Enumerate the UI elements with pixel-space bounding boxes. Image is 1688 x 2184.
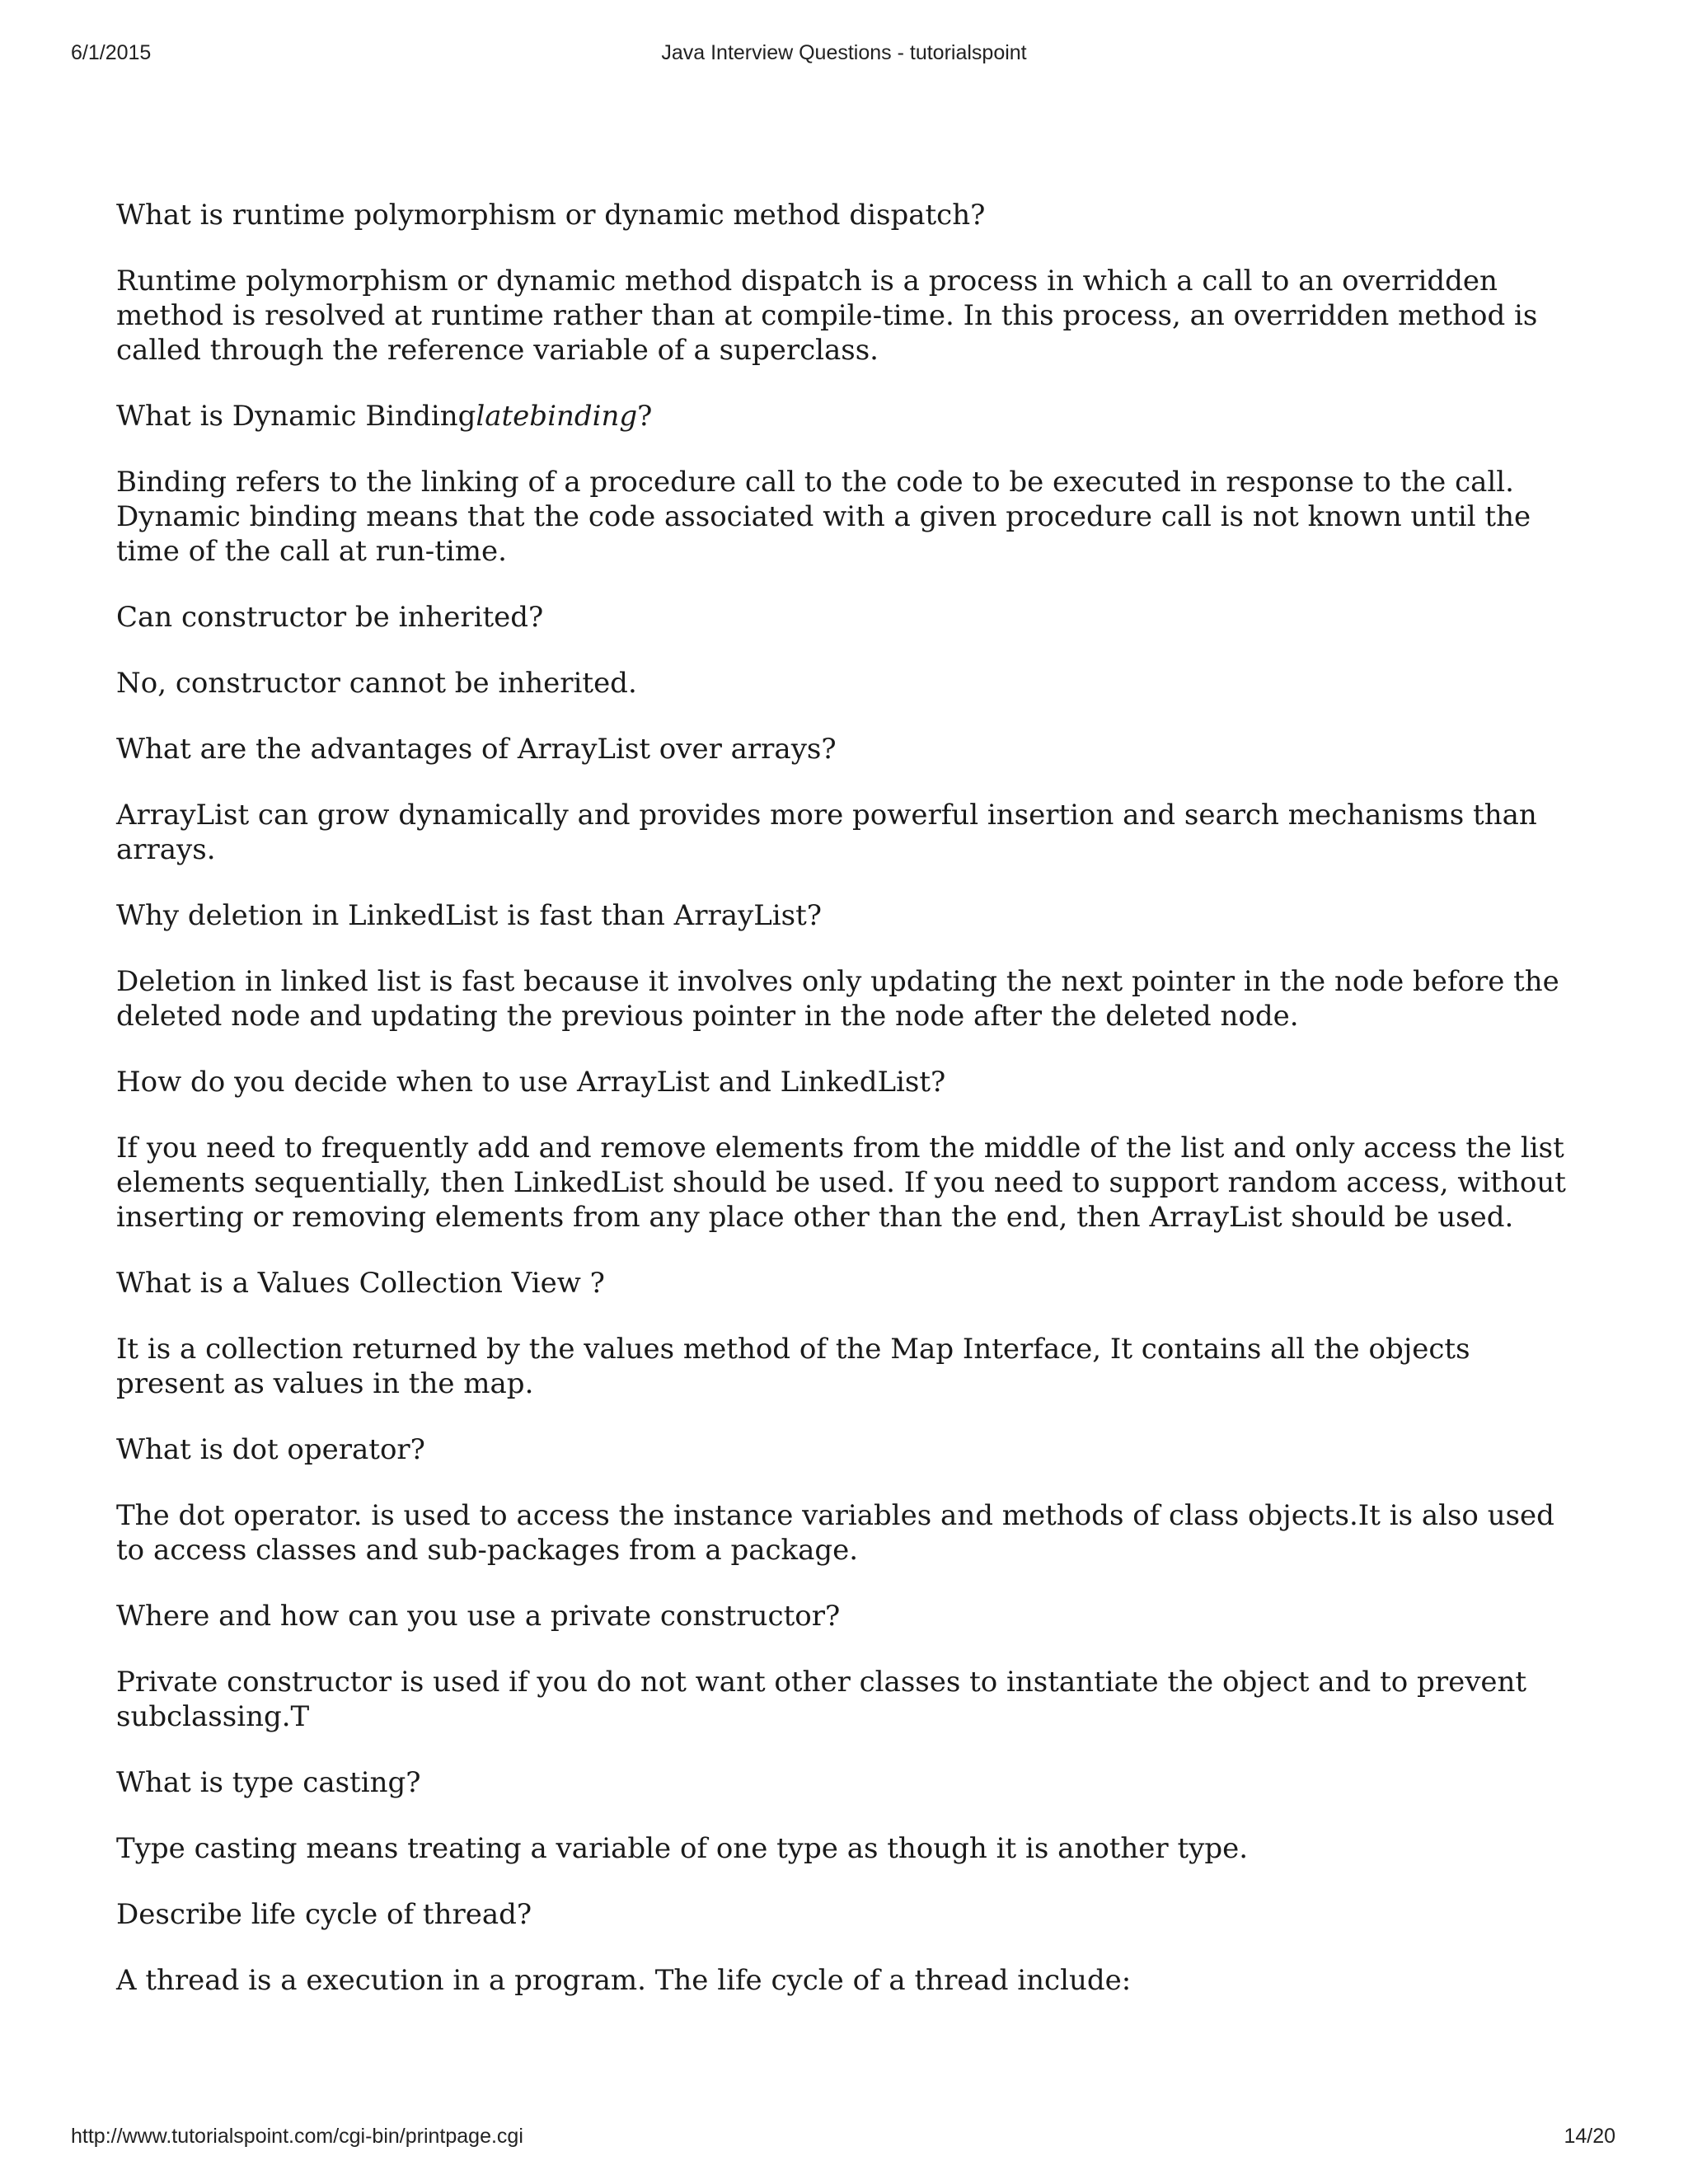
print-header: [0, 41, 1688, 69]
question-type-casting: What is type casting?: [116, 1766, 421, 1799]
question-constructor-inherited: Can constructor be inherited?: [116, 601, 544, 634]
answer-arraylist-vs-linkedlist: If you need to frequently add and remove elements from the middle of the list and only access the list elements sequentially, then LinkedList should be used. If you need to support random access, without inserting or removing elements from any place other than the end, then ArrayList should be used.: [116, 1132, 1566, 1234]
question-dynamic-binding: [116, 399, 1583, 434]
answer-arraylist-advantages: ArrayList can grow dynamically and provides more powerful insertion and search mechanisms than arrays.: [116, 799, 1537, 866]
question-thread-life-cycle: Describe life cycle of thread?: [116, 1898, 532, 1931]
answer-thread-life-cycle: A thread is a execution in a program. The life cycle of a thread include:: [116, 1964, 1132, 1997]
print-url: http://www.tutorialspoint.com/cgi-bin/printpage.cgi: [71, 2125, 523, 2148]
print-page-title: Java Interview Questions - tutorialspoint: [661, 41, 1027, 64]
question-dynamic-binding-suffix: ?: [637, 400, 653, 433]
question-runtime-polymorphism: What is runtime polymorphism or dynamic method dispatch?: [116, 199, 986, 232]
question-private-constructor: Where and how can you use a private constructor?: [116, 1600, 841, 1633]
answer-type-casting: Type casting means treating a variable of one type as though it is another type.: [116, 1832, 1249, 1865]
answer-runtime-polymorphism: Runtime polymorphism or dynamic method dispatch is a process in which a call to an overridden method is resolved at runtime rather than at compile-time. In this process, an overridden method is called through the reference variable of a superclass.: [116, 265, 1538, 367]
question-values-collection-view: What is a Values Collection View ?: [116, 1267, 605, 1300]
page-number: 14/20: [1564, 2125, 1615, 2148]
question-dot-operator: What is dot operator?: [116, 1433, 425, 1466]
answer-dot-operator: The dot operator. is used to access the instance variables and methods of class objects.It is also used to access classes and sub-packages from a package.: [116, 1499, 1554, 1567]
answer-constructor-inherited: No, constructor cannot be inherited.: [116, 667, 637, 700]
qa-content: [116, 198, 1583, 2029]
print-date: 6/1/2015: [71, 41, 152, 64]
print-footer: [0, 2125, 1688, 2153]
answer-private-constructor: Private constructor is used if you do not want other classes to instantiate the object and to prevent subclassing.T: [116, 1666, 1527, 1733]
question-linkedlist-deletion: Why deletion in LinkedList is fast than ArrayList?: [116, 899, 823, 932]
answer-dynamic-binding: Binding refers to the linking of a procedure call to the code to be executed in response to the call. Dynamic binding means that the code associated with a given procedure call is not known until the time of the call at run-time.: [116, 466, 1531, 568]
question-arraylist-advantages: What are the advantages of ArrayList over arrays?: [116, 733, 837, 766]
answer-linkedlist-deletion: Deletion in linked list is fast because it involves only updating the next pointer in the node before the deleted node and updating the previous pointer in the node after the deleted node.: [116, 965, 1559, 1033]
question-dynamic-binding-prefix: What is Dynamic Binding: [116, 400, 476, 433]
question-dynamic-binding-term: latebinding: [476, 400, 638, 433]
question-arraylist-vs-linkedlist: How do you decide when to use ArrayList and LinkedList?: [116, 1066, 946, 1099]
answer-values-collection-view: It is a collection returned by the values method of the Map Interface, It contains all the objects present as values in the map.: [116, 1333, 1470, 1400]
